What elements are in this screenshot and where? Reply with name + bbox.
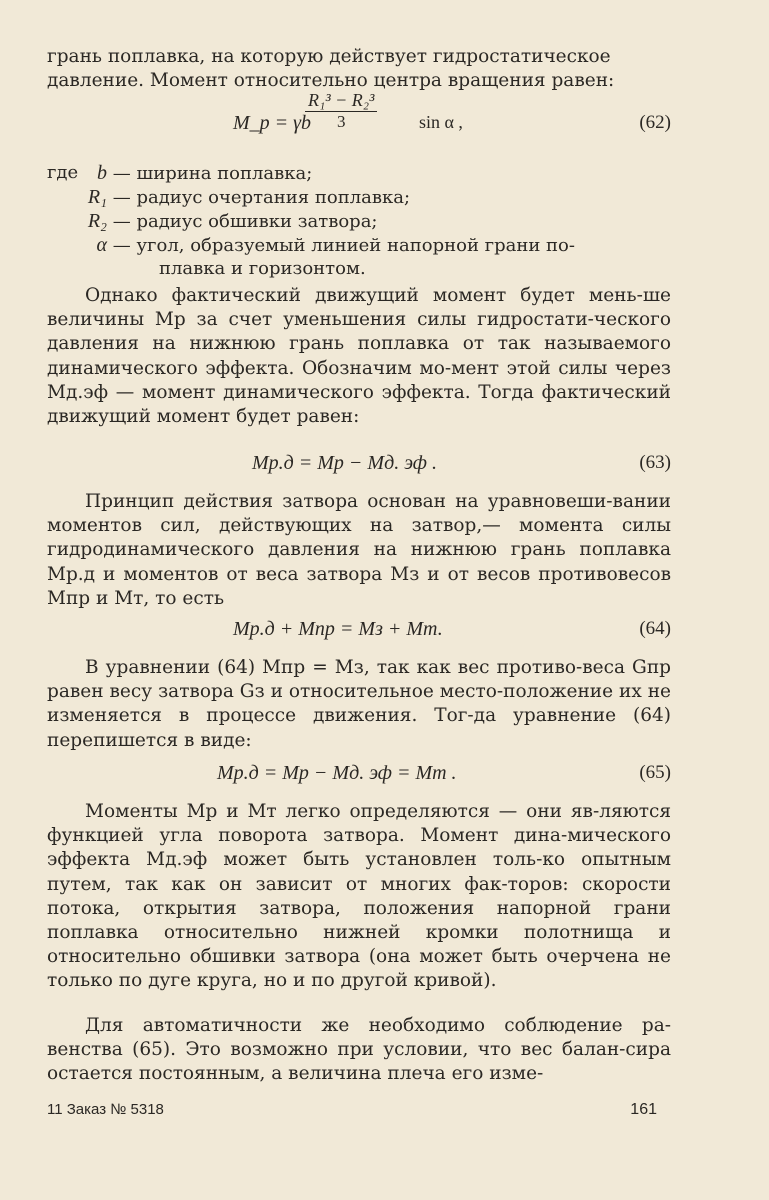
paragraph: Моменты Mр и Mт легко определяются — они яв-ляются функцией угла поворота затвора. Момент дина-мического эффекта Mд.эф может быть установлен толь-ко опытным путем, так как он зависит от многих фак-торов: скорости потока, открытия затвора, положения напорной грани поплавка относительно нижней кромки полотнища и относительно обшивки затвора (она может быть очерчена не только по дуге круга, но и по другой кривой). (47, 801, 671, 992)
definition-row (47, 162, 312, 185)
definition-row (47, 210, 378, 233)
definition-row (47, 234, 575, 257)
equation-65 (47, 762, 671, 792)
definition-symbol: α (96, 234, 107, 256)
paragraph: Принцип действия затвора основан на уравновеши-вании моментов сил, действующих на затвор,— момента силы гидродинамического давления на нижнюю грань поплавка Mр.д и моментов от веса затвора Mз и от весов противовесов Mпр и Mт, то есть (47, 491, 671, 609)
equation-number: (64) (639, 618, 671, 639)
paragraph: Однако фактический движущий момент будет мень-ше величины Mр за счет уменьшения силы гидростати-ческого давления на нижнюю грань поплавка от так называемого динамического эффекта. Обозначим мо-мент этой силы через Mд.эф — момент динамического эффекта. Тогда фактический движущий момент будет равен: (47, 285, 671, 428)
page-number: 161 (630, 1101, 657, 1118)
paragraph: В уравнении (64) Mпр = Mз, так как вес противо-веса Gпр равен весу затвора Gз и относительное место-положение их не изменяется в процессе движения. Тог-да уравнение (64) перепишется в виде: (47, 657, 671, 751)
equation-64-body: Mр.д + Mпр = Mз + Mт. (233, 618, 443, 640)
equation-62-numerator: R₁³ − R₂³ (305, 90, 377, 112)
definition-text: — ширина поплавка; (112, 163, 313, 184)
paragraph: Для автоматичности же необходимо соблюдение ра-венства (65). Это возможно при условии, что вес балан-сира остается постоянным, а величина плеча его изме- (47, 1015, 671, 1085)
definition-symbol: b (97, 162, 107, 184)
print-order-number: 11 Заказ № 5318 (47, 1101, 164, 1118)
equation-62-denominator: 3 (336, 112, 346, 131)
equation-number: (65) (639, 762, 671, 783)
definition-continuation: плавка и горизонтом. (159, 258, 366, 279)
equation-62-tail: sin α , (419, 112, 463, 132)
definition-text: — радиус очертания поплавка; (112, 187, 411, 208)
equation-65-body: Mр.д = Mр − Mд. эф = Mт . (217, 762, 457, 784)
equation-number: (63) (639, 452, 671, 473)
equation-62-lhs: M_р = γb (233, 112, 312, 134)
equation-62 (47, 90, 671, 134)
equation-64 (47, 618, 671, 648)
definition-row (47, 186, 410, 209)
definition-text: — радиус обшивки затвора; (112, 211, 378, 232)
definition-symbol: R₁ (87, 186, 107, 208)
where-word: где (47, 162, 79, 183)
equation-number: (62) (639, 112, 671, 133)
definition-text: — угол, образуемый линией напорной грани по- (112, 235, 575, 256)
text-line: грань поплавка, на которую действует гидростатическое (47, 46, 611, 67)
text-line: давление. Момент относительно центра вращения равен: (47, 70, 615, 91)
equation-63 (47, 452, 671, 482)
equation-63-body: Mр.д = Mр − Mд. эф . (252, 452, 437, 474)
equation-62-fraction (305, 90, 377, 132)
definition-symbol: R₂ (87, 210, 107, 232)
